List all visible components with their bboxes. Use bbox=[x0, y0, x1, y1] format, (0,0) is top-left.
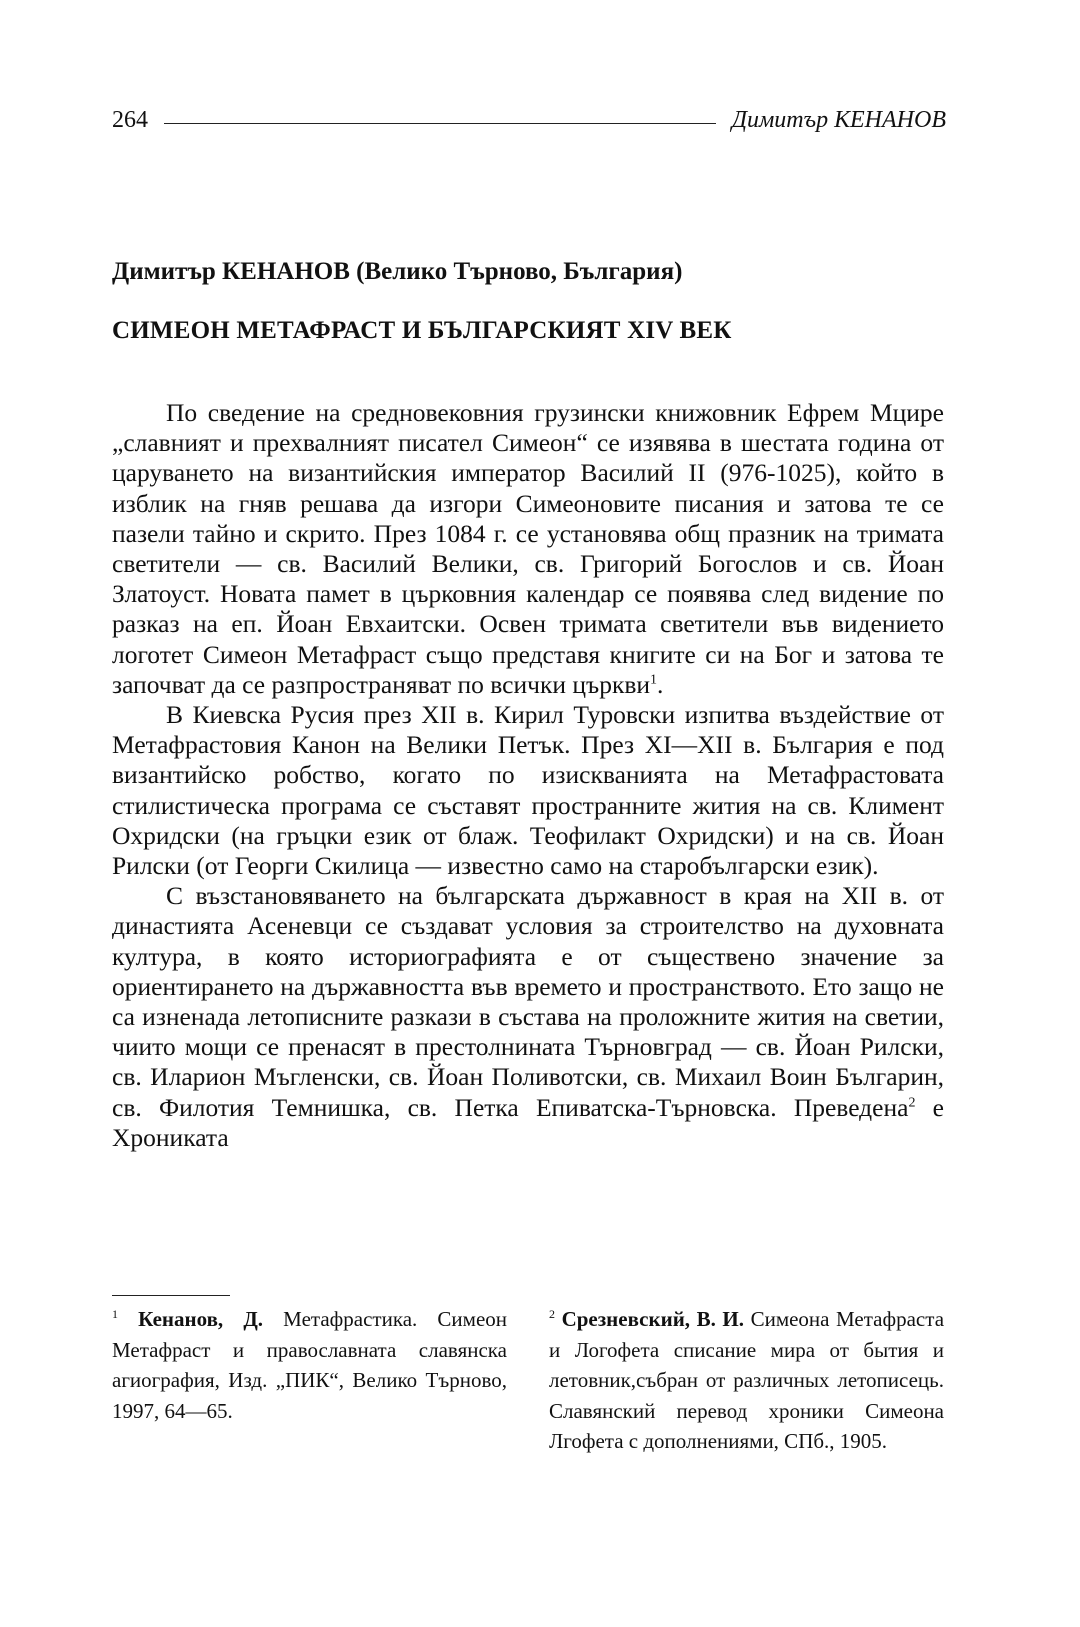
paragraph-3-text-a: С възстановяването на българската държавност в края на XII в. от династията Асеневци се създават условия за строителство на духовната култура, в която историографията е от съществено значение за ориентирането на държавността във времето и пространството. Ето защо не са изненада летописните разкази в състава на проложните жития на светии, чиито мощи се пренасят в престолнината Търновград — св. Йоан Рилски, св. Иларион Мъгленски, св. Йоан Поливотски, св. Михаил Воин Българин, св. Филотия Темнишка, св. Петка Епиватска-Търновска. Преведена bbox=[112, 881, 944, 1122]
running-header bbox=[112, 100, 946, 132]
paragraph-1 bbox=[112, 398, 944, 700]
footnote-number: 2 bbox=[549, 1307, 555, 1321]
article-title: СИМЕОН МЕТАФРАСТ И БЪЛГАРСКИЯТ XIV ВЕК bbox=[112, 317, 732, 344]
footnote-1 bbox=[112, 1304, 507, 1426]
running-author: Димитър КЕНАНОВ bbox=[731, 107, 946, 133]
footnote-ref-2[interactable]: 2 bbox=[908, 1095, 916, 1111]
article-body bbox=[112, 398, 944, 1153]
footnote-2 bbox=[549, 1304, 944, 1457]
footnotes bbox=[112, 1304, 944, 1457]
page-number: 264 bbox=[112, 107, 148, 133]
article-author: Димитър КЕНАНОВ (Велико Търново, България) bbox=[112, 258, 683, 285]
header-rule bbox=[164, 123, 716, 124]
footnote-separator bbox=[112, 1295, 230, 1296]
paragraph-3 bbox=[112, 881, 944, 1153]
footnote-ref-1[interactable]: 1 bbox=[650, 672, 658, 688]
paragraph-3-text-b: е Хрониката bbox=[112, 1092, 944, 1152]
footnote-text: Симеона Метафраста и Логофета списание мира от бытия и летовник,събран от различных летописець. Славянский перевод хроники Симеона Лгофета с дополнениями, СПб., 1905. bbox=[549, 1307, 945, 1453]
footnote-author: Кенанов, Д. bbox=[138, 1307, 264, 1331]
paragraph-1-text: По сведение на средновековния грузински книжовник Ефрем Мцире „славният и прехвалният писател Симеон“ се изявява в шестата година от царуването на византийския император Василий II (976-1025), който в изблик на гняв решава да изгори Симеоновите писания и затова те се пазели тайно и скрито. През 1084 г. се установява общ празник на тримата светители — св. Василий Велики, св. Григорий Богослов и св. Йоан Златоуст. Новата памет в църковния календар се появява след видение по разказ на еп. Йоан Евхаитски. Освен тримата светители във видението логотет Симеон Метафраст също представя книгите си на Бог и затова те започват да се разпространяват по всички църкви bbox=[112, 398, 944, 699]
paragraph-2: В Киевска Русия през XII в. Кирил Туровски изпитва въздействие от Метафрастовия Канон на Велики Петък. През XI—XII в. България е под византийско робство, когато по изискванията на Метафрастовата стилистическа програма се съставят пространните жития на св. Климент Охридски (на гръцки език от блаж. Теофилакт Охридски) и на св. Йоан Рилски (от Георги Скилица — известно само на старобългарски език). bbox=[112, 700, 944, 881]
footnote-author: Срезневский, В. И. bbox=[561, 1307, 745, 1331]
footnote-number: 1 bbox=[112, 1307, 118, 1321]
paragraph-1-end: . bbox=[657, 669, 664, 699]
footnote-text: Метафрастика. Симеон Метафраст и православната славянска агиография, Изд. „ПИК“, Велико Търново, 1997, 64—65. bbox=[112, 1307, 508, 1423]
